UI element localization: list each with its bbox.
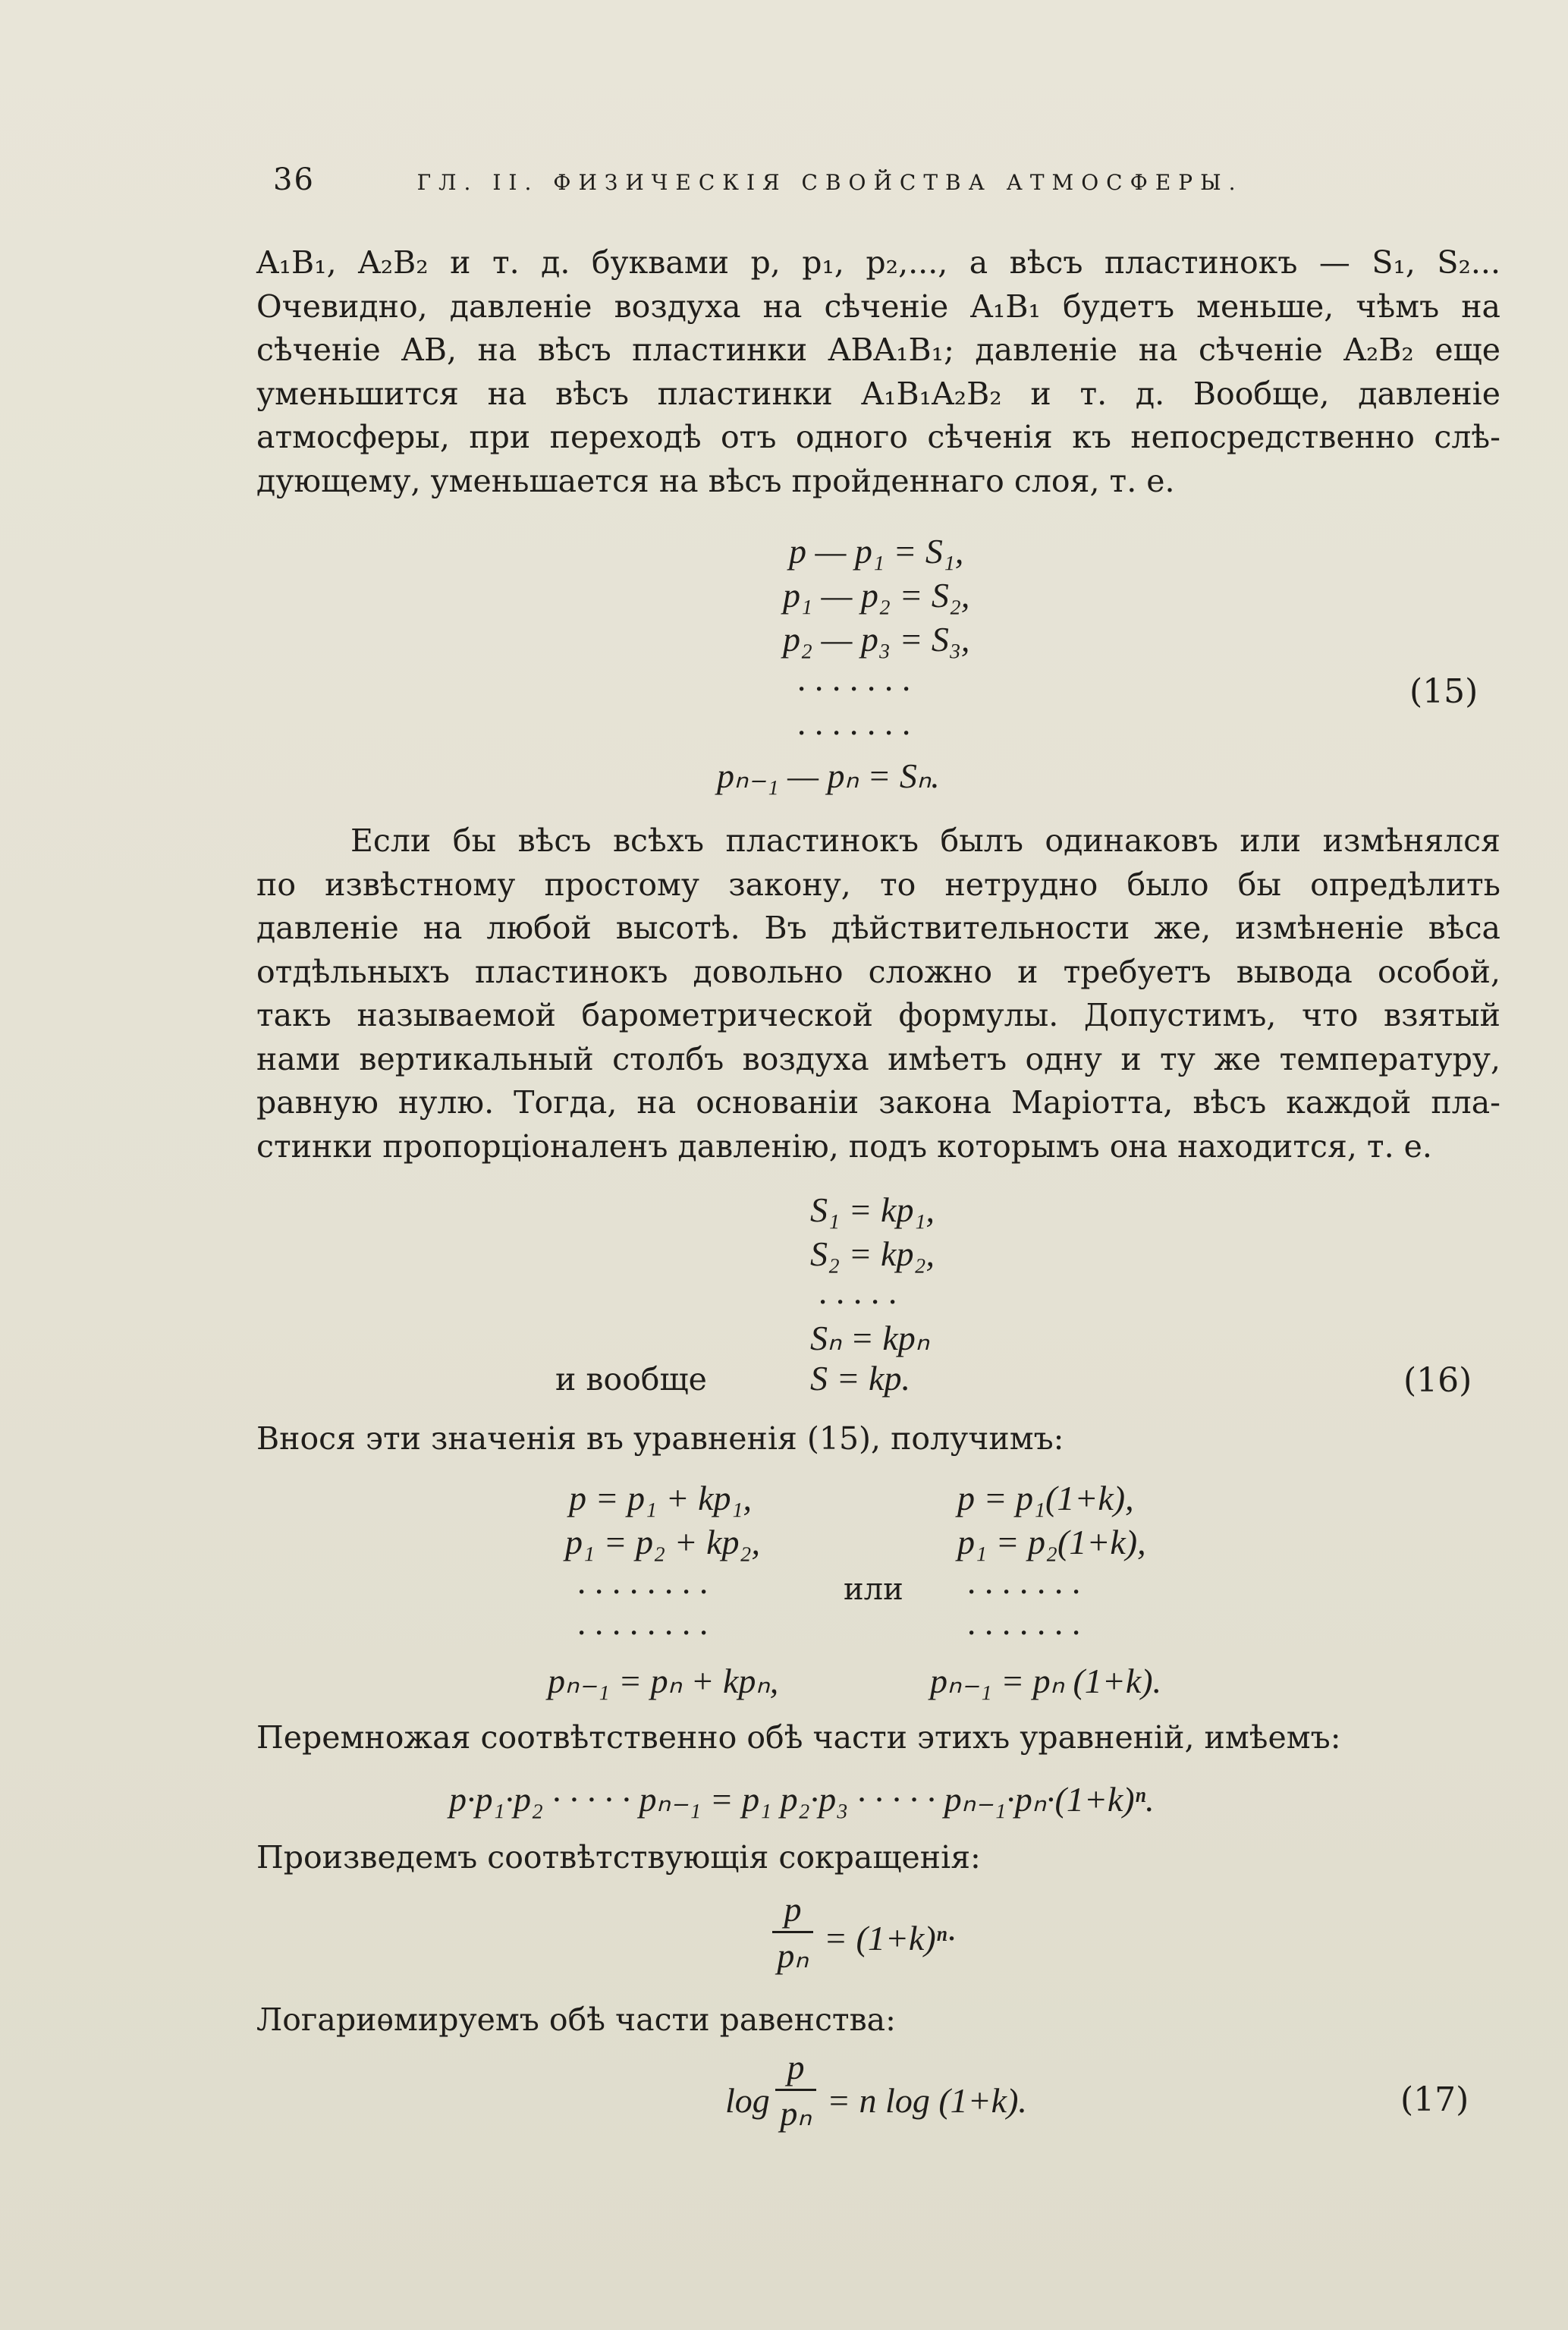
equation-dots: . . . . . . . . [578, 1603, 709, 1642]
text-line: давленіе на любой высотѣ. Въ дѣйствительности же, измѣненіе вѣса [256, 910, 1500, 946]
denominator: pₙ [777, 1936, 809, 1975]
text-line: нами вертикальный столбъ воздуха имѣетъ одну и ту же температуру, [256, 1040, 1500, 1077]
equation-rhs: = n log (1+k). [827, 2081, 1027, 2120]
text-line: дующему, уменьшается на вѣсъ пройденнаго слоя, т. е. [256, 462, 1175, 499]
text-line: Очевидно, давленіе воздуха на сѣченіе A₁B₁ будетъ меньше, чѣмъ на [256, 288, 1500, 325]
text-line: Внося эти значенія въ уравненія (15), получимъ: [256, 1420, 1064, 1457]
equation-line: p = p₁ + kp₁, [569, 1479, 752, 1517]
numerator: p [784, 1890, 802, 1929]
product-equation: p·p₁·p₂ · · · · · pₙ₋₁ = p₁ p₂·p₃ · · · · · pₙ₋₁·pₙ·(1+k)ⁿ. [449, 1780, 1155, 1819]
paragraph-2 [256, 819, 1500, 1168]
or-label: или [844, 1572, 903, 1607]
paragraph-1 [256, 241, 1500, 503]
numerator: p [787, 2048, 805, 2086]
equation-line: pₙ₋₁ = pₙ (1+k). [930, 1662, 1162, 1700]
general-label: и вообще [555, 1361, 707, 1398]
log-label: log [725, 2081, 770, 2120]
fraction-bar [772, 1931, 813, 1933]
text-line: такъ называемой барометрической формулы. Допустимъ, что взятый [256, 997, 1500, 1033]
text-line: равную нулю. Тогда, на основаніи закона Маріотта, вѣсъ каждой пла- [256, 1084, 1500, 1121]
equation-dots: . . . . . . . [968, 1603, 1082, 1642]
text-line: A₁B₁, A₂B₂ и т. д. буквами p, p₁, p₂,..., а вѣсъ пластинокъ — S₁, S₂... [256, 244, 1500, 281]
fraction [775, 2047, 816, 2133]
equation-number: (17) [1400, 2080, 1469, 2119]
text-line: по извѣстному простому закону, то нетрудно было бы опредѣлить [256, 866, 1500, 903]
equation-line: p₁ = p₂(1+k), [957, 1523, 1146, 1561]
equation-dots: . . . . . . . . [578, 1562, 709, 1601]
denominator: pₙ [780, 2094, 812, 2133]
equation-dots: . . . . . [819, 1272, 898, 1311]
running-header [273, 162, 1243, 197]
equation-number: (16) [1403, 1361, 1472, 1400]
equation-line: p = p₁(1+k), [957, 1479, 1134, 1517]
text-line: отдѣльныхъ пластинокъ довольно сложно и требуетъ вывода особой, [256, 953, 1500, 990]
text-line: сѣченіе AB, на вѣсъ пластинки ABA₁B₁; давленіе на сѣченіе A₂B₂ еще [256, 332, 1500, 368]
equation-line: S₁ = kp₁, [810, 1190, 935, 1229]
page-number: 36 [273, 162, 315, 197]
fraction-bar [775, 2089, 816, 2091]
equation-line: pₙ₋₁ — pₙ = Sₙ. [717, 756, 940, 795]
text-line: Произведемъ соотвѣтствующія сокращенія: [256, 1839, 981, 1876]
text-line: Логариѳмируемъ обѣ части равенства: [256, 2001, 896, 2038]
text-line: атмосферы, при переходѣ отъ одного сѣченія къ непосредственно слѣ- [256, 419, 1500, 455]
text-line: Если бы вѣсъ всѣхъ пластинокъ былъ одинаковъ или измѣнялся [350, 822, 1500, 859]
chapter-title: ГЛ. II. ФИЗИЧЕСКІЯ СВОЙСТВА АТМОСФЕРЫ. [416, 170, 1243, 195]
equation-line: Sₙ = kpₙ [810, 1319, 930, 1357]
equation-line: p₂ — p₃ = S₃, [783, 620, 970, 659]
fraction [772, 1889, 813, 1976]
text-line: Перемножая соотвѣтственно обѣ части этихъ уравненій, имѣемъ: [256, 1719, 1341, 1756]
equation-dots: . . . . . . . [968, 1562, 1082, 1601]
equation-line: p — p₁ = S₁, [789, 532, 964, 571]
equation-line: pₙ₋₁ = pₙ + kpₙ, [548, 1662, 779, 1700]
equation-line: p₁ — p₂ = S₂, [783, 576, 970, 615]
equation-line: S₂ = kp₂, [810, 1234, 935, 1273]
equation-line: S = kp. [810, 1359, 910, 1398]
equation-rhs: = (1+k)ⁿ· [824, 1919, 956, 1957]
text-line: уменьшится на вѣсъ пластинки A₁B₁A₂B₂ и т. д. Вообще, давленіе [256, 375, 1500, 412]
equation-dots: . . . . . . . [798, 703, 912, 742]
text-line: стинки пропорціоналенъ давленію, подъ которымъ она находится, т. е. [256, 1127, 1432, 1165]
equation-line: p₁ = p₂ + kp₂, [565, 1523, 760, 1561]
equation-dots: . . . . . . . [798, 659, 912, 698]
equation-number: (15) [1409, 672, 1478, 711]
